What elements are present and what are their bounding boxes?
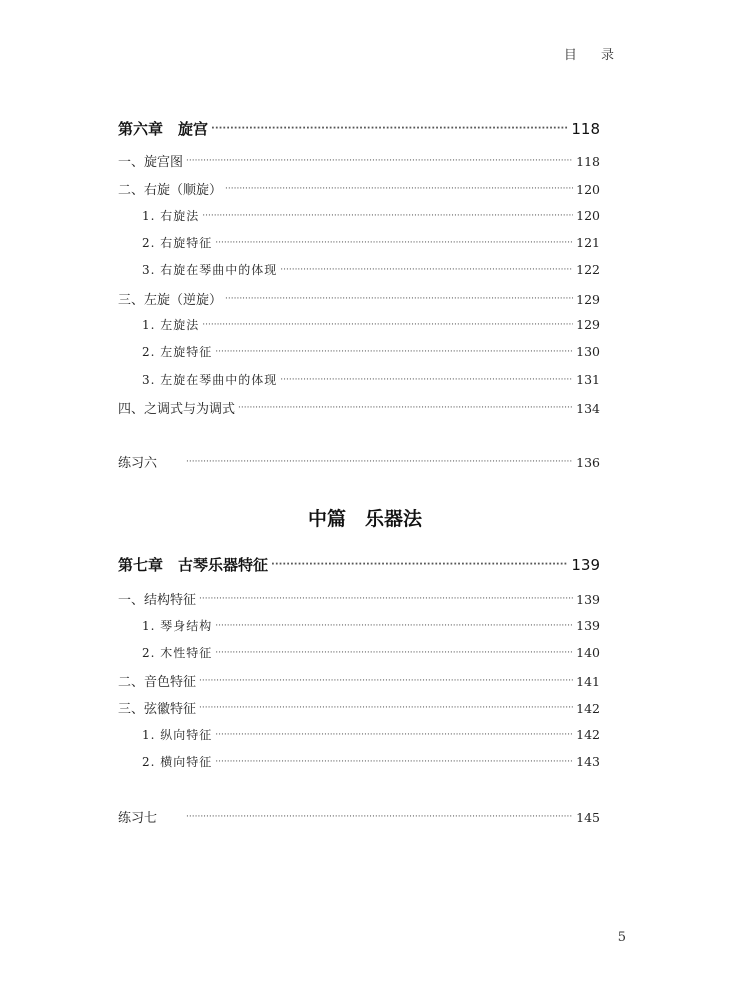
dot-leader	[280, 375, 573, 385]
toc-subentry[interactable]	[118, 234, 600, 251]
dot-leader	[211, 123, 568, 134]
page-ref: 142	[576, 701, 600, 716]
dot-leader	[199, 594, 573, 604]
toc-subentry[interactable]	[118, 207, 600, 224]
dot-leader	[280, 265, 573, 275]
toc-entry[interactable]	[118, 589, 600, 608]
running-head: 目 录	[563, 48, 624, 63]
dot-leader	[199, 676, 573, 686]
exercise-title: 练习六	[118, 456, 158, 471]
toc-entry[interactable]	[118, 398, 600, 417]
page-ref: 143	[576, 754, 600, 769]
entry-title: 2. 左旋特征	[142, 345, 213, 359]
entry-title: 二、音色特征	[118, 675, 197, 690]
dot-leader	[271, 559, 568, 570]
toc-chapter-7[interactable]	[118, 554, 600, 575]
page-ref: 130	[576, 344, 600, 359]
toc-entry[interactable]	[118, 698, 600, 717]
page-ref: 131	[576, 372, 600, 387]
entry-title: 3. 左旋在琴曲中的体现	[142, 373, 278, 387]
exercise-title: 练习七	[118, 811, 158, 826]
entry-title: 二、右旋（顺旋）	[118, 183, 223, 198]
entry-title: 四、之调式与为调式	[118, 402, 236, 417]
entry-title: 一、结构特征	[118, 593, 197, 608]
toc-subentry[interactable]	[118, 371, 600, 388]
part-title: 中篇 乐器法	[307, 508, 422, 530]
entry-title: 1. 左旋法	[142, 318, 200, 332]
toc-chapter-6[interactable]	[118, 118, 600, 139]
toc-entry[interactable]	[118, 671, 600, 690]
dot-leader	[215, 238, 573, 248]
dot-leader	[186, 156, 573, 166]
toc-subentry[interactable]	[118, 726, 600, 743]
dot-leader	[215, 757, 573, 767]
page-ref: 139	[571, 556, 600, 574]
entry-title: 三、弦徽特征	[118, 702, 197, 717]
dot-leader	[186, 457, 573, 467]
dot-leader	[238, 403, 573, 413]
dot-leader	[202, 320, 573, 330]
dot-leader	[215, 621, 573, 631]
dot-leader	[215, 347, 573, 357]
dot-leader	[199, 703, 573, 713]
entry-title: 1. 琴身结构	[142, 619, 213, 633]
chapter-title: 第六章 旋宫	[118, 120, 209, 138]
entry-title: 1. 右旋法	[142, 209, 200, 223]
page-ref: 118	[576, 154, 600, 169]
dot-leader	[225, 184, 573, 194]
page-ref: 142	[576, 727, 600, 742]
entry-title: 2. 木性特征	[142, 646, 213, 660]
dot-leader	[215, 648, 573, 658]
page-ref: 129	[576, 292, 600, 307]
entry-title: 2. 横向特征	[142, 755, 213, 769]
toc-entry[interactable]	[118, 289, 600, 308]
toc-exercise-7[interactable]	[118, 807, 600, 826]
entry-title: 2. 右旋特征	[142, 236, 213, 250]
entry-title: 3. 右旋在琴曲中的体现	[142, 263, 278, 277]
toc-subentry[interactable]	[118, 753, 600, 770]
chapter-title: 第七章 古琴乐器特征	[118, 556, 269, 574]
entry-title: 三、左旋（逆旋）	[118, 293, 223, 308]
toc-entry[interactable]	[118, 179, 600, 198]
dot-leader	[186, 812, 573, 822]
page-ref: 120	[576, 208, 600, 223]
page-ref: 129	[576, 317, 600, 332]
dot-leader	[225, 294, 573, 304]
page-ref: 121	[576, 235, 600, 250]
toc-subentry[interactable]	[118, 644, 600, 661]
dot-leader	[202, 211, 573, 221]
toc-entry[interactable]	[118, 151, 600, 170]
entry-title: 1. 纵向特征	[142, 728, 213, 742]
page-ref: 136	[576, 455, 600, 470]
toc-subentry[interactable]	[118, 617, 600, 634]
page-ref: 134	[576, 401, 600, 416]
entry-title: 一、旋宫图	[118, 155, 184, 170]
page-ref: 118	[571, 120, 600, 138]
dot-leader	[215, 730, 573, 740]
toc-exercise-6[interactable]	[118, 452, 600, 471]
page-ref: 141	[576, 674, 600, 689]
page-ref: 140	[576, 645, 600, 660]
page-ref: 139	[576, 592, 600, 607]
page-ref: 145	[576, 810, 600, 825]
page-number: 5	[617, 930, 626, 945]
page-ref: 120	[576, 182, 600, 197]
toc-subentry[interactable]	[118, 343, 600, 360]
page-ref: 122	[576, 262, 600, 277]
page-ref: 139	[576, 618, 600, 633]
toc-subentry[interactable]	[118, 316, 600, 333]
toc-subentry[interactable]	[118, 261, 600, 278]
